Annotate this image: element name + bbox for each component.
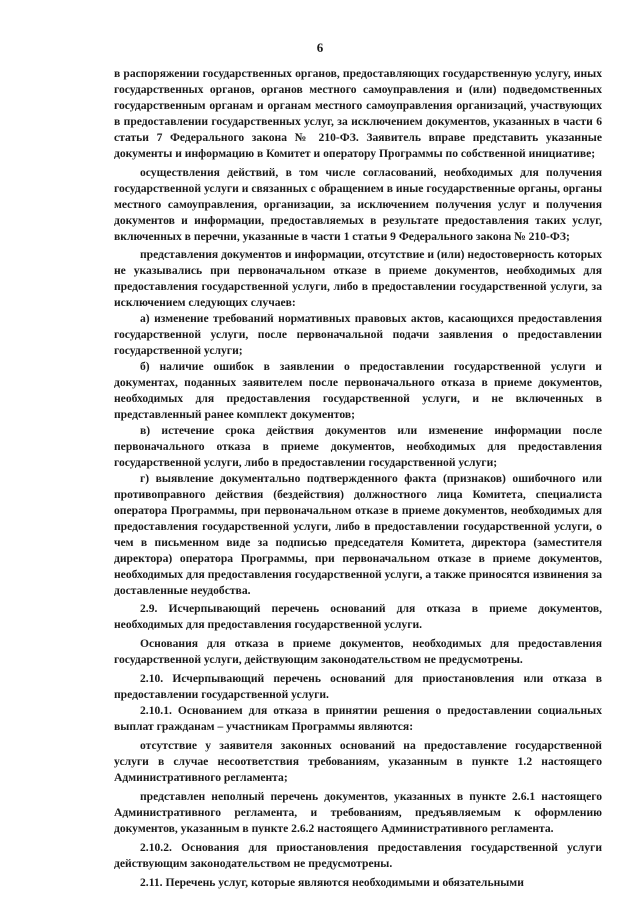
paragraph: представления документов и информации, отсутствие и (или) недостоверность которых не указывались при первоначальном отказе в приеме документов, необходимых для предоставления государственной услуги, либо в предоставлении государственной услуги, за исключением следующих случаев: [114, 248, 602, 310]
paragraph: г) выявление документально подтвержденного факта (признаков) ошибочного или противоправного действия (бездействия) должностного лица Комитета, специалиста оператора Программы, при первоначальном отказе в приеме документов, необходимых для предоставления государственной услуги, либо в предоставлении государственной услуги, о чем в письменном виде за подписью председателя Комитета, директора (заместителя директора) оператора Программы, при первоначальном отказе в приеме документов, необходимых для предоставления государственной услуги, а также приносятся извинения за доставленные неудобства. [114, 471, 602, 597]
paragraph: 2.11. Перечень услуг, которые являются необходимыми и обязательными [140, 875, 524, 889]
paragraph: 2.9. Исчерпывающий перечень оснований для отказа в приеме документов, необходимых для предоставления государственной услуги. [114, 602, 602, 632]
paragraph: представлен неполный перечень документов, указанных в пункте 2.6.1 настоящего Административного регламента, и требованиям, предъявляемым к оформлению документов, указанным в пункте 2.6.2 настоящего Административного регламента. [114, 789, 602, 835]
paragraph: отсутствие у заявителя законных оснований на предоставление государственной услуги в случае несоответствия требованиям, указанным в пункте 1.2 настоящего Административного регламента; [114, 739, 602, 784]
paragraph: осуществления действий, в том числе согласований, необходимых для получения государственной услуги и связанных с обращением в иные государственные органы, органы местного самоуправления, организации, за исключением получения услуг и получения документов и информации, предоставляемых в результате предоставления таких услуг, включенных в перечни, указанные в части 1 статьи 9 Федерального закона № 210-ФЗ; [114, 165, 602, 243]
paragraph: в распоряжении государственных органов, предоставляющих государственную услугу, иных государственных органов, органов местного самоуправления и (или) подведомственных государственным органам и органам местного самоуправления организаций, участвующих в предоставлении государственных услуг, за исключением документов, указанных в части 6 статьи 7 Федерального закона № 210-ФЗ. Заявитель вправе представить указанные документы и информацию в Комитет и оператору Программы по собственной инициативе; [114, 67, 602, 160]
paragraph: в) истечение срока действия документов или изменение информации после первоначального отказа в приеме документов, необходимых для предоставления государственной услуги, либо в предоставлении государственной услуги; [114, 423, 602, 469]
paragraph: 2.10.1. Основанием для отказа в принятии решения о предоставлении социальных выплат гражданам – участникам Программы являются: [114, 704, 602, 734]
paragraph: 2.10. Исчерпывающий перечень оснований для приостановления или отказа в предоставлении государственной услуги. [114, 672, 602, 702]
paragraph: Основания для отказа в приеме документов, необходимых для предоставления государственной услуги, действующим законодательством не предусмотрены. [114, 637, 602, 667]
page-number: 6 [316, 40, 324, 55]
paragraph: б) наличие ошибок в заявлении о предоставлении государственной услуги и документах, поданных заявителем после первоначального отказа в приеме документов, необходимых для предоставления государственной услуги, и не включенных в представленный ранее комплект документов; [114, 360, 602, 422]
paragraph: 2.10.2. Основания для приостановления предоставления государственной услуги действующим законодательством не предусмотрены. [114, 840, 602, 870]
document-body [114, 66, 602, 891]
paragraph: а) изменение требований нормативных правовых актов, касающихся предоставления государственной услуги, после первоначальной подачи заявления о предоставлении государственной услуги; [114, 312, 602, 358]
